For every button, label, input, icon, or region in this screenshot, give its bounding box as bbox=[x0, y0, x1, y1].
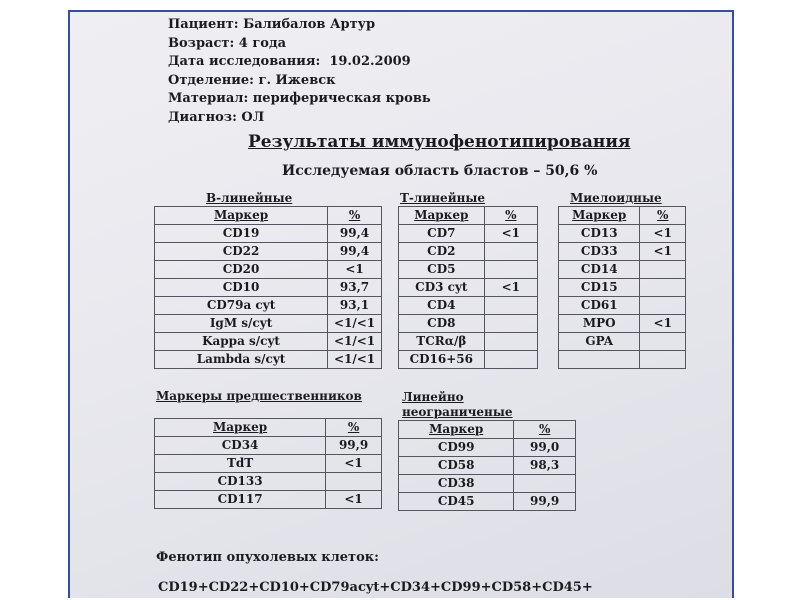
pct-cell: 99,9 bbox=[326, 437, 382, 455]
table-row bbox=[559, 297, 686, 315]
pct-cell: 99,0 bbox=[514, 439, 576, 457]
table-row bbox=[155, 473, 382, 491]
pct-cell: 99,4 bbox=[328, 243, 382, 261]
myeloid-heading: Миелоидные bbox=[570, 191, 662, 205]
pct-cell: <1 bbox=[326, 491, 382, 509]
marker-cell: CD14 bbox=[559, 261, 640, 279]
col-marker: Маркер bbox=[155, 207, 328, 225]
table-row bbox=[559, 261, 686, 279]
pct-cell bbox=[514, 475, 576, 493]
table-row bbox=[399, 475, 576, 493]
marker-cell: IgM s/cyt bbox=[155, 315, 328, 333]
table-row bbox=[155, 225, 382, 243]
precursor-table bbox=[154, 418, 382, 509]
marker-cell: GPA bbox=[559, 333, 640, 351]
t-lineage-table bbox=[398, 206, 538, 369]
col-pct: % bbox=[514, 421, 576, 439]
marker-cell: CD2 bbox=[399, 243, 485, 261]
marker-cell: Kappa s/cyt bbox=[155, 333, 328, 351]
col-pct: % bbox=[328, 207, 382, 225]
marker-cell: Lambda s/cyt bbox=[155, 351, 328, 369]
study-date bbox=[168, 53, 431, 72]
marker-cell: CD16+56 bbox=[399, 351, 485, 369]
table-row bbox=[399, 315, 538, 333]
pct-cell bbox=[640, 279, 686, 297]
precursor-group bbox=[154, 389, 382, 509]
pct-cell: <1 bbox=[484, 225, 537, 243]
pct-cell: <1 bbox=[640, 243, 686, 261]
marker-cell: CD38 bbox=[399, 475, 514, 493]
study-date-value: 19.02.2009 bbox=[329, 54, 411, 69]
report-title: Результаты иммунофенотипирования bbox=[248, 132, 631, 152]
marker-cell: CD20 bbox=[155, 261, 328, 279]
pct-cell bbox=[640, 351, 686, 369]
marker-cell: CD58 bbox=[399, 457, 514, 475]
slide-frame bbox=[68, 10, 734, 598]
pct-cell bbox=[484, 261, 537, 279]
marker-cell: CD22 bbox=[155, 243, 328, 261]
table-row bbox=[155, 297, 382, 315]
precursor-heading: Маркеры предшественников bbox=[156, 389, 362, 403]
marker-cell: CD33 bbox=[559, 243, 640, 261]
col-marker: Маркер bbox=[155, 419, 326, 437]
marker-cell: CD61 bbox=[559, 297, 640, 315]
marker-cell: CD4 bbox=[399, 297, 485, 315]
diagnosis: Диагноз: ОЛ bbox=[168, 109, 265, 125]
table-row bbox=[155, 315, 382, 333]
table-row bbox=[399, 333, 538, 351]
table-row bbox=[559, 333, 686, 351]
unrestricted-group bbox=[398, 390, 576, 511]
pct-cell bbox=[484, 243, 537, 261]
col-pct: % bbox=[484, 207, 537, 225]
table-row bbox=[559, 243, 686, 261]
material: Материал: периферическая кровь bbox=[168, 91, 431, 106]
patient-name: Пациент: Балибалов Артур bbox=[168, 17, 376, 32]
table-row bbox=[559, 225, 686, 243]
pct-cell: 99,4 bbox=[328, 225, 382, 243]
myeloid-table bbox=[558, 206, 686, 369]
pct-cell: 93,1 bbox=[328, 297, 382, 315]
t-lineage-group bbox=[398, 191, 538, 369]
col-marker: Маркер bbox=[399, 421, 514, 439]
marker-cell: CD117 bbox=[155, 491, 326, 509]
phenotype-label: Фенотип опухолевых клеток: bbox=[156, 550, 379, 565]
table-row bbox=[399, 243, 538, 261]
table-header-row bbox=[155, 207, 382, 225]
pct-cell: <1/<1 bbox=[328, 315, 382, 333]
marker-cell: CD8 bbox=[399, 315, 485, 333]
patient-age: Возраст: 4 года bbox=[168, 35, 287, 51]
pct-cell: <1/<1 bbox=[328, 333, 382, 351]
table-row bbox=[155, 261, 382, 279]
pct-cell bbox=[640, 297, 686, 315]
marker-cell: CD7 bbox=[399, 225, 485, 243]
pct-cell bbox=[484, 351, 537, 369]
table-header-row bbox=[399, 207, 538, 225]
unrestricted-heading: Линейно неограниченые bbox=[402, 390, 513, 419]
unrestricted-table bbox=[398, 420, 576, 511]
pct-cell: 99,9 bbox=[514, 493, 576, 511]
table-header-row bbox=[559, 207, 686, 225]
table-row bbox=[155, 333, 382, 351]
pct-cell bbox=[484, 315, 537, 333]
pct-cell: 93,7 bbox=[328, 279, 382, 297]
table-row bbox=[559, 351, 686, 369]
marker-cell: CD133 bbox=[155, 473, 326, 491]
table-row bbox=[399, 351, 538, 369]
pct-cell: 98,3 bbox=[514, 457, 576, 475]
table-row bbox=[155, 351, 382, 369]
b-lineage-heading: В-линейные bbox=[206, 191, 293, 205]
patient-header bbox=[168, 16, 431, 127]
table-row bbox=[155, 437, 382, 455]
table-row bbox=[155, 243, 382, 261]
marker-cell: CD34 bbox=[155, 437, 326, 455]
table-row bbox=[399, 261, 538, 279]
table-row bbox=[399, 279, 538, 297]
table-header-row bbox=[399, 421, 576, 439]
pct-cell: <1 bbox=[640, 315, 686, 333]
marker-cell: CD10 bbox=[155, 279, 328, 297]
b-lineage-table bbox=[154, 206, 382, 369]
marker-cell: TdT bbox=[155, 455, 326, 473]
pct-cell: <1/<1 bbox=[328, 351, 382, 369]
marker-cell: CD79a cyt bbox=[155, 297, 328, 315]
table-row bbox=[399, 439, 576, 457]
department: Отделение: г. Ижевск bbox=[168, 72, 336, 88]
pct-cell: <1 bbox=[640, 225, 686, 243]
table-header-row bbox=[155, 419, 382, 437]
table-row bbox=[559, 315, 686, 333]
pct-cell bbox=[640, 261, 686, 279]
table-row bbox=[155, 491, 382, 509]
marker-cell: TCRα/β bbox=[399, 333, 485, 351]
marker-cell: CD45 bbox=[399, 493, 514, 511]
b-lineage-group bbox=[154, 191, 382, 369]
table-row bbox=[155, 455, 382, 473]
pct-cell bbox=[326, 473, 382, 491]
col-pct: % bbox=[326, 419, 382, 437]
marker-cell: CD5 bbox=[399, 261, 485, 279]
lab-report-sheet bbox=[70, 12, 732, 598]
pct-cell: <1 bbox=[484, 279, 537, 297]
table-row bbox=[559, 279, 686, 297]
table-row bbox=[399, 457, 576, 475]
pct-cell bbox=[484, 297, 537, 315]
marker-cell: CD3 cyt bbox=[399, 279, 485, 297]
marker-cell: CD15 bbox=[559, 279, 640, 297]
t-lineage-heading: Т-линейные bbox=[400, 191, 486, 205]
col-marker: Маркер bbox=[559, 207, 640, 225]
col-pct: % bbox=[640, 207, 686, 225]
pct-cell: <1 bbox=[326, 455, 382, 473]
table-row bbox=[399, 225, 538, 243]
marker-cell: CD99 bbox=[399, 439, 514, 457]
pct-cell bbox=[484, 333, 537, 351]
col-marker: Маркер bbox=[399, 207, 485, 225]
marker-cell: CD19 bbox=[155, 225, 328, 243]
pct-cell bbox=[640, 333, 686, 351]
table-row bbox=[399, 297, 538, 315]
study-date-label: Дата исследования: bbox=[168, 54, 321, 69]
myeloid-group bbox=[558, 191, 686, 369]
marker-cell: CD13 bbox=[559, 225, 640, 243]
marker-cell bbox=[559, 351, 640, 369]
table-row bbox=[399, 493, 576, 511]
phenotype-value: CD19+CD22+CD10+CD79acyt+CD34+CD99+CD58+CD45+ bbox=[158, 580, 593, 595]
table-row bbox=[155, 279, 382, 297]
pct-cell: <1 bbox=[328, 261, 382, 279]
marker-cell: MPO bbox=[559, 315, 640, 333]
report-subtitle: Исследуемая область бластов – 50,6 % bbox=[282, 163, 598, 179]
